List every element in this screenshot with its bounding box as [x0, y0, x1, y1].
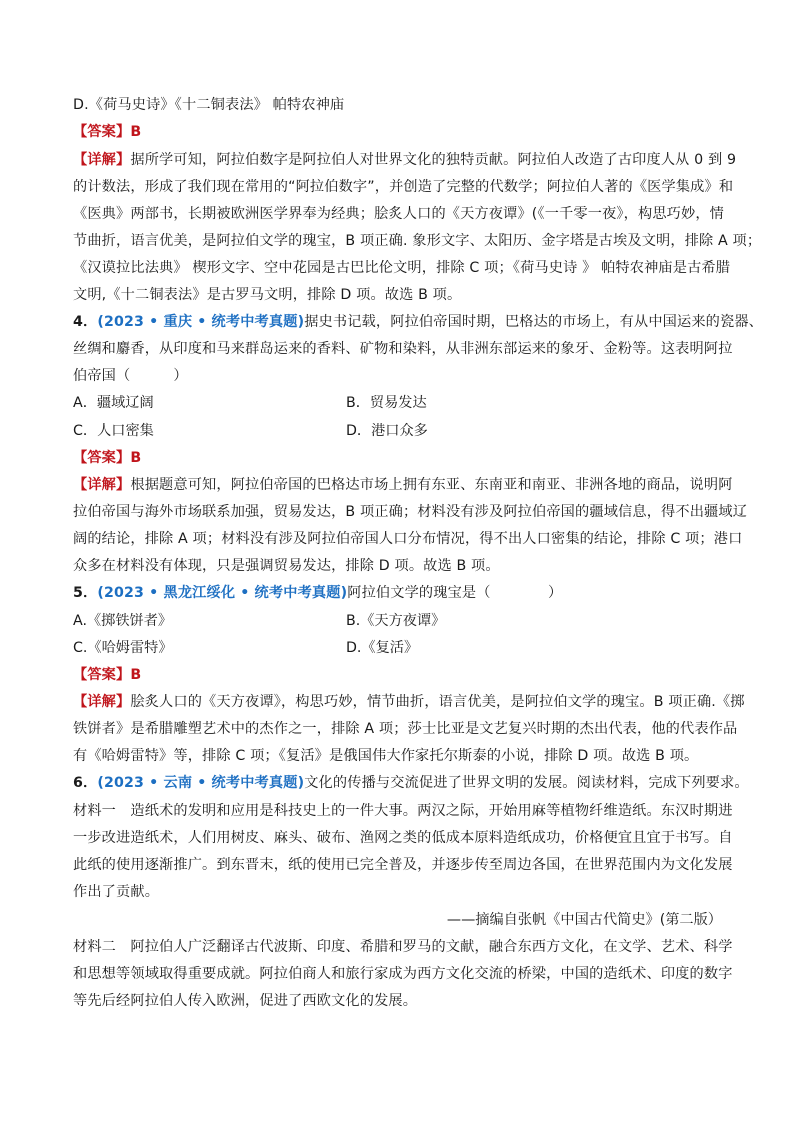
- q4-answer: 【答案】B: [73, 450, 142, 466]
- q5-detail-line-1: [73, 692, 745, 712]
- q6-number: 6．: [73, 775, 98, 791]
- q5-detail-line-2: 铁饼者》是希腊雕塑艺术中的杰作之一，排除 A 项；莎士比亚是文艺复兴时期的杰出代表，他的代表作品: [73, 721, 738, 737]
- q6-material1-line-2: 一步改进造纸术，人们用树皮、麻头、破布、渔网之类的低成本原料造纸成功，价格便宜且宜于书写。自: [73, 830, 733, 846]
- q5-number: 5．: [73, 585, 98, 601]
- q6-material1-line-1: 材料一 造纸术的发明和应用是科技史上的一件大事。两汉之际，开始用麻等植物纤维造纸。东汉时期进: [73, 803, 733, 819]
- q6-material1-line-4: 作出了贡献。: [73, 884, 160, 900]
- q3-option-d: D.《荷马史诗》《十二铜表法》 帕特农神庙: [73, 97, 345, 113]
- q3-detail-line-6: 文明,《十二铜表法》是古罗马文明，排除 D 项。故选 B 项。: [73, 287, 462, 303]
- q5-option-a: A.《掷铁饼者》: [73, 613, 173, 629]
- q5-source-tag: (2023 • 黑龙江绥化 • 统考中考真题): [97, 585, 348, 601]
- q6-material1-line-3: 此纸的使用逐渐推广。到东晋末，纸的使用已完全普及，并逐步传至周边各国，在世界范围内为文化发展: [73, 857, 733, 873]
- q6-stem-text: 文化的传播与交流促进了世界文明的发展。阅读材料，完成下列要求。: [304, 775, 749, 791]
- q3-detail-line-4: 节曲折，语言优美，是阿拉伯文学的瑰宝，B 项正确. 象形文字、太阳历、金字塔是古埃及文明，排除 A 项；: [73, 233, 762, 249]
- q3-detail-line-2: 的计数法，形成了我们现在常用的“阿拉伯数字”，并创造了完整的代数学；阿拉伯人著的《医学集成》和: [73, 179, 734, 195]
- q3-detail-line-1: [73, 150, 736, 170]
- q4-stem-line-3: 伯帝国（ ）: [73, 368, 188, 384]
- q5-stem: [73, 583, 562, 603]
- q4-source-tag: (2023 • 重庆 • 统考中考真题): [97, 314, 305, 330]
- q4-option-c: C．人口密集: [73, 423, 154, 439]
- q4-number: 4．: [73, 314, 98, 330]
- q6-material2-line-1: 材料二 阿拉伯人广泛翻译古代波斯、印度、希腊和罗马的文献，融合东西方文化，在文学、艺术、科学: [73, 939, 733, 955]
- q4-detail-line-3: 阔的结论，排除 A 项；材料没有涉及阿拉伯帝国人口分布情况，得不出人口密集的结论，排除 C 项；港口: [73, 531, 743, 547]
- q3-detail-line-3: 《医典》两部书，长期被欧洲医学界奉为经典；脍炙人口的《天方夜谭》(《一千零一夜》，构思巧妙，情: [73, 206, 725, 222]
- q5-detail-text: 脍炙人口的《天方夜谭》，构思巧妙，情节曲折，语言优美，是阿拉伯文学的瑰宝。B 项正确.《掷: [130, 694, 745, 710]
- q5-option-b: B.《天方夜谭》: [346, 613, 446, 629]
- q4-stem-line-1: [73, 312, 763, 332]
- q4-detail-line-2: 拉伯帝国与海外市场联系加强，贸易发达，B 项正确；材料没有涉及阿拉伯帝国的疆域信息，得不出疆域辽: [73, 504, 748, 520]
- q4-option-d: D．港口众多: [346, 423, 428, 439]
- q5-detail-line-3: 有《哈姆雷特》等，排除 C 项；《复活》是俄国伟大作家托尔斯泰的小说，排除 D 项。故选 B 项。: [73, 748, 699, 764]
- q4-stem-line-2: 丝绸和麝香，从印度和马来群岛运来的香料、矿物和染料，从非洲东部运来的象牙、金粉等。这表明阿拉: [73, 341, 733, 357]
- q5-option-d: D.《复活》: [346, 640, 419, 656]
- q4-detail-label: 【详解】: [73, 477, 131, 493]
- q6-material2-line-3: 等先后经阿拉伯人传入欧洲，促进了西欧文化的发展。: [73, 993, 418, 1009]
- q4-option-a: A．疆域辽阔: [73, 395, 154, 411]
- q4-detail-line-4: 众多在材料没有体现，只是强调贸易发达，排除 D 项。故选 B 项。: [73, 558, 500, 574]
- q3-detail-text: 据所学可知，阿拉伯数字是阿拉伯人对世界文化的独特贡献。阿拉伯人改造了古印度人从 0 到 9: [130, 152, 737, 168]
- q3-detail-label: 【详解】: [73, 152, 131, 168]
- q6-source-tag: (2023 • 云南 • 统考中考真题): [97, 775, 305, 791]
- q4-detail-text: 根据题意可知，阿拉伯帝国的巴格达市场上拥有东亚、东南亚和南亚、非洲各地的商品，说明阿: [130, 477, 733, 493]
- q6-material1-source: ——摘编自张帆《中国古代简史》(第二版）: [446, 912, 722, 928]
- q4-option-b: B．贸易发达: [346, 395, 427, 411]
- q5-stem-text: 阿拉伯文学的瑰宝是（ ）: [347, 585, 563, 601]
- q6-material2-line-2: 和思想等领域取得重要成就。阿拉伯商人和旅行家成为西方文化交流的桥梁，中国的造纸术、印度的数字: [73, 966, 733, 982]
- q5-option-c: C.《哈姆雷特》: [73, 640, 173, 656]
- q5-detail-label: 【详解】: [73, 694, 131, 710]
- q6-stem: [73, 773, 749, 793]
- q3-detail-line-5: 《汉谟拉比法典》 楔形文字、空中花园是古巴比伦文明，排除 C 项；《荷马史诗 》 帕特农神庙是古希腊: [73, 260, 731, 276]
- q4-stem-text: 据史书记载，阿拉伯帝国时期，巴格达的市场上，有从中国运来的瓷器、: [304, 314, 764, 330]
- q4-detail-line-1: [73, 475, 733, 495]
- q3-answer: 【答案】B: [73, 124, 142, 140]
- q5-answer: 【答案】B: [73, 667, 142, 683]
